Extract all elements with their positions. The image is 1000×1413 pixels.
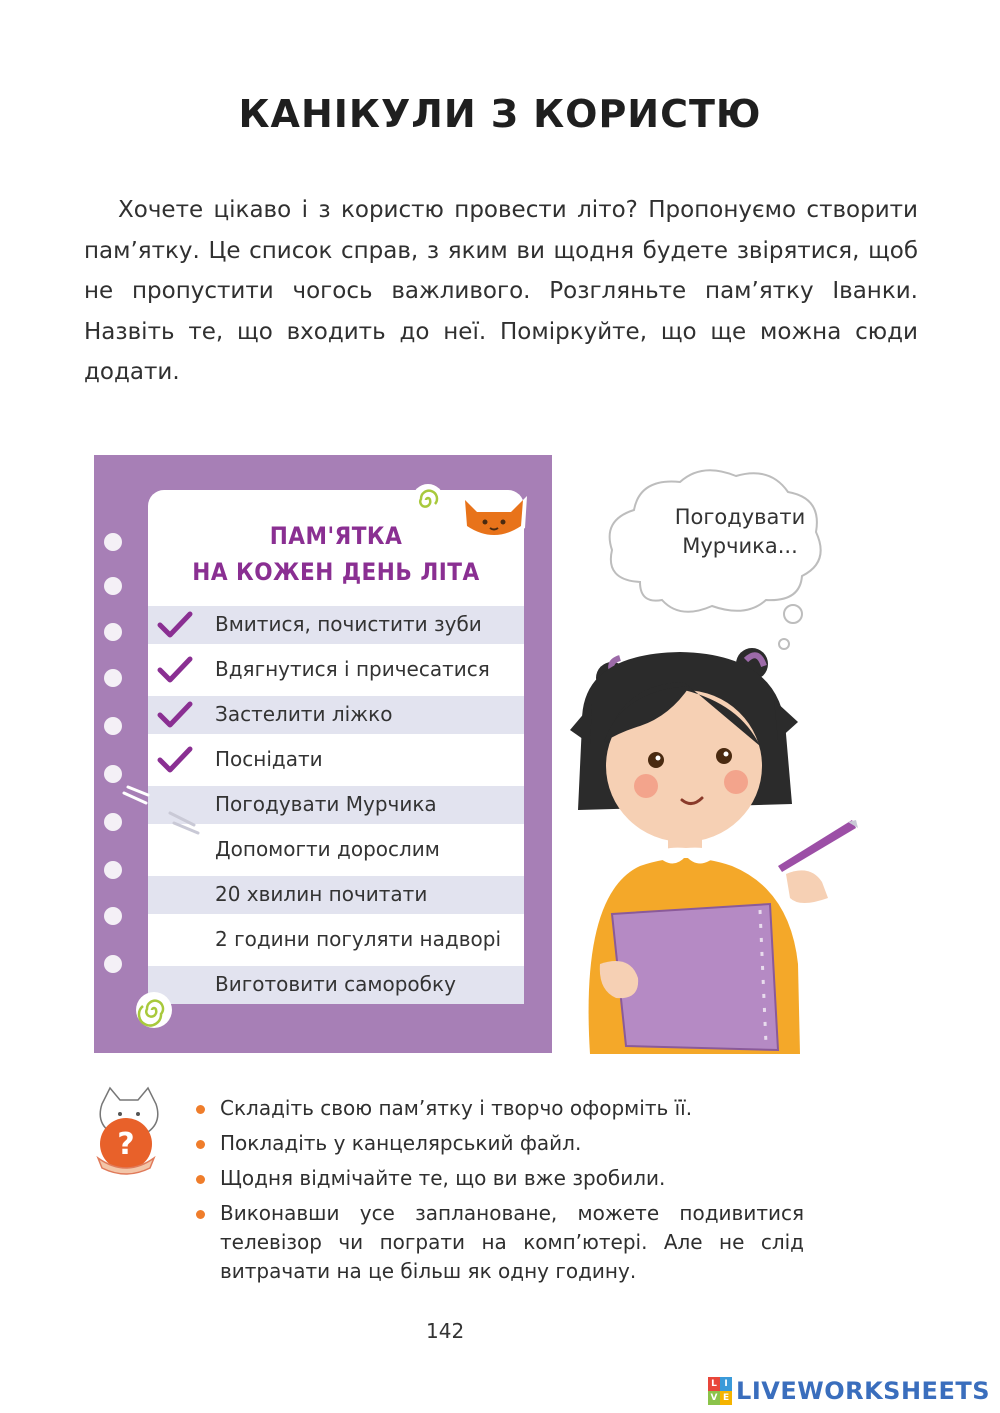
binder-hole <box>104 577 122 595</box>
memo-row <box>148 876 524 914</box>
binder-hole <box>104 669 122 687</box>
checkmark-icon <box>156 700 194 730</box>
binder-hole <box>104 907 122 925</box>
memo-item-label: Вмитися, почистити зуби <box>215 612 482 636</box>
swirl-icon <box>410 482 446 518</box>
binder-hole <box>104 765 122 783</box>
intro-paragraph: Хочете цікаво і з користю провести літо? Пропонуємо створити пам’ятку. Це список справ, з яким ви щодня будете звірятися, щоб не пропустити чогось важливого. Розгляньте пам’ятку Іванки. Назвіть те, що входить до неї. Поміркуйте, що ще можна сюди додати. <box>84 197 918 385</box>
page-title: КАНІКУЛИ З КОРИСТЮ <box>238 92 762 136</box>
memo-row <box>148 651 524 689</box>
task-item: Щодня відмічайте те, що ви вже зробили. <box>196 1164 804 1193</box>
memo-title-line-2: НА КОЖЕН ДЕНЬ ЛІТА <box>192 558 480 586</box>
memo-item-label: Поснідати <box>215 747 323 771</box>
liveworksheets-logo-icon: L I V E <box>708 1377 732 1405</box>
binder-hole <box>104 717 122 735</box>
svg-text:?: ? <box>117 1127 135 1162</box>
thought-bubble-text: Погодувати Мурчика... <box>674 505 806 558</box>
checkmark-icon <box>156 745 194 775</box>
liveworksheets-brand[interactable] <box>708 1375 990 1407</box>
bullet-dot <box>196 1105 205 1114</box>
memo-row <box>148 741 524 779</box>
binder-hole <box>104 955 122 973</box>
task-item: Покладіть у канцелярський файл. <box>196 1129 804 1158</box>
memo-row <box>148 921 524 959</box>
memo-row <box>148 696 524 734</box>
bullet-dot <box>196 1175 205 1184</box>
girl-illustration <box>560 634 860 1054</box>
binder-hole <box>104 623 122 641</box>
task-item: Виконавши усе заплановане, можете подивитися телевізор чи пограти на комп’ютері. Але не слід витрачати на це більш як одну годину. <box>196 1199 804 1286</box>
memo-row <box>148 606 524 644</box>
binder-hole <box>104 861 122 879</box>
question-cat-icon <box>88 1082 170 1174</box>
memo-row <box>148 831 524 869</box>
memo-item-label: Застелити ліжко <box>215 702 393 726</box>
task-item: Складіть свою пам’ятку і творчо оформіть її. <box>196 1094 804 1123</box>
memo-row <box>148 966 524 1004</box>
sparkle-lines-icon <box>118 785 204 835</box>
task-list <box>196 1094 804 1292</box>
swirl-icon <box>134 990 174 1030</box>
checkmark-icon <box>156 655 194 685</box>
memo-item-label: 2 години погуляти надворі <box>215 927 501 951</box>
brand-name: LIVEWORKSHEETS <box>736 1377 990 1405</box>
memo-item-label: Допомогти дорослим <box>215 837 440 861</box>
memo-title-line-1: ПАМ'ЯТКА <box>269 522 403 550</box>
binder-hole <box>104 533 122 551</box>
memo-item-label: Вдягнутися і причесатися <box>215 657 490 681</box>
page-number: 142 <box>426 1319 465 1343</box>
bullet-dot <box>196 1140 205 1149</box>
checkmark-icon <box>156 610 194 640</box>
memo-item-label: Виготовити саморобку <box>215 972 456 996</box>
bullet-dot <box>196 1210 205 1219</box>
memo-item-label: Погодувати Мурчика <box>215 792 437 816</box>
memo-row <box>148 786 524 824</box>
memo-item-label: 20 хвилин почитати <box>215 882 428 906</box>
